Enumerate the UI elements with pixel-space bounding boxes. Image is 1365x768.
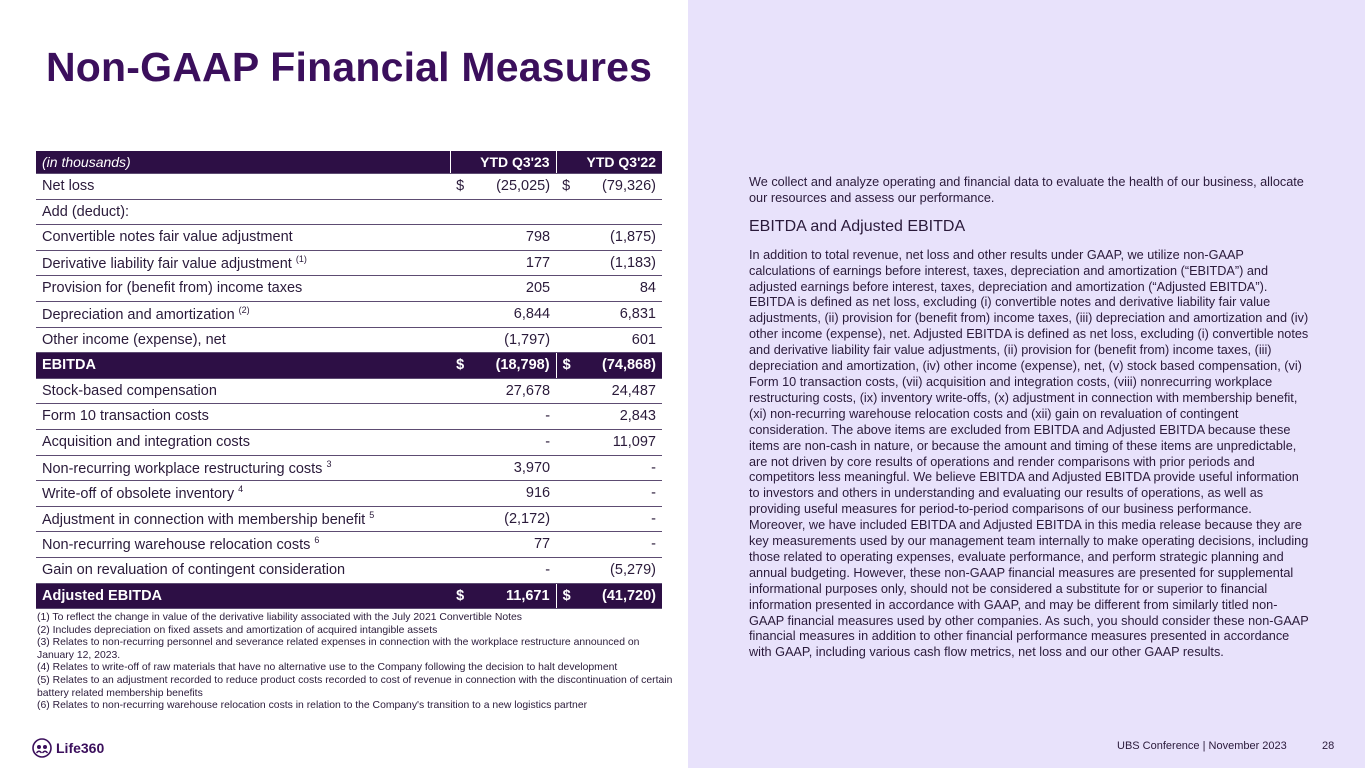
life360-logo-icon xyxy=(32,738,52,758)
footnote-ref: 6 xyxy=(314,535,320,546)
footnote: (5) Relates to an adjustment recorded to reduce product costs recorded to cost of revenue in connection with the discontinuation of certain battery related membership benefits xyxy=(37,674,673,699)
table-row xyxy=(36,557,662,583)
row-value-2 xyxy=(583,429,662,455)
row-label-text: Derivative liability fair value adjustment xyxy=(42,255,292,272)
row-value-1 xyxy=(476,532,556,558)
row-value-2 xyxy=(583,455,662,481)
row-value-1-text: 27,678 xyxy=(505,382,551,399)
row-value-1-text: - xyxy=(545,561,551,578)
row-currency-2 xyxy=(556,506,583,532)
row-value-2 xyxy=(583,174,662,200)
row-value-1 xyxy=(476,225,556,251)
row-currency-2 xyxy=(556,557,583,583)
row-label xyxy=(36,506,450,532)
row-value-1-text: 77 xyxy=(533,536,551,553)
row-value-1-text: (1,797) xyxy=(504,331,551,348)
row-value-2-text: - xyxy=(651,536,656,553)
row-currency-1 xyxy=(450,557,476,583)
row-value-2 xyxy=(583,378,662,404)
row-value-2-text: (5,279) xyxy=(610,561,656,578)
row-value-1 xyxy=(476,276,556,302)
explanation-text xyxy=(749,175,1309,661)
row-value-2-text: 24,487 xyxy=(611,382,656,399)
row-value-2-text: 2,843 xyxy=(619,408,656,425)
row-currency-1 xyxy=(450,583,476,609)
row-currency-1 xyxy=(450,353,476,379)
table-row xyxy=(36,404,662,430)
row-currency-1 xyxy=(450,276,476,302)
table-row xyxy=(36,327,662,353)
row-label xyxy=(36,481,450,507)
footnote-ref: (2) xyxy=(238,305,250,316)
row-value-1 xyxy=(476,353,556,379)
row-currency-1-text: $ xyxy=(456,587,465,604)
row-value-1-text: 11,671 xyxy=(506,587,550,604)
row-value-1 xyxy=(476,506,556,532)
row-value-2-text: - xyxy=(651,485,656,502)
row-currency-2 xyxy=(556,532,583,558)
row-value-1 xyxy=(476,455,556,481)
row-label-text: Non-recurring workplace restructuring costs xyxy=(42,460,323,477)
row-label xyxy=(36,199,450,225)
footnote: (1) To reflect the change in value of the derivative liability associated with the July 2021 Convertible Notes xyxy=(37,612,522,623)
table-total-row xyxy=(36,353,662,379)
page-title: Non-GAAP Financial Measures xyxy=(46,44,653,90)
table-row xyxy=(36,532,662,558)
row-label-text: Depreciation and amortization xyxy=(42,306,235,323)
table-row xyxy=(36,225,662,251)
row-value-1-text: (2,172) xyxy=(504,510,551,527)
row-label-text: Adjustment in connection with membership benefit xyxy=(42,511,366,528)
footer-text: UBS Conference | November 2023 xyxy=(1117,740,1287,752)
row-currency-1 xyxy=(450,429,476,455)
row-value-2-text: 6,831 xyxy=(619,306,656,323)
row-value-1-text: 916 xyxy=(525,485,551,502)
page-number: 28 xyxy=(1322,740,1335,752)
row-currency-2-text: $ xyxy=(562,587,571,604)
table-row xyxy=(36,455,662,481)
row-value-1 xyxy=(476,174,556,200)
row-label-text: Adjusted EBITDA xyxy=(42,587,163,604)
row-value-1 xyxy=(476,557,556,583)
row-label xyxy=(36,276,450,302)
footnote: (2) Includes depreciation on fixed assets and amortization of acquired intangible assets xyxy=(37,624,438,636)
row-currency-2 xyxy=(556,404,583,430)
row-currency-2 xyxy=(556,429,583,455)
row-currency-2 xyxy=(556,353,583,379)
row-value-1 xyxy=(476,583,556,609)
ebitda-heading: EBITDA and Adjusted EBITDA xyxy=(749,217,966,235)
row-value-2 xyxy=(583,557,662,583)
row-currency-1 xyxy=(450,455,476,481)
row-label-text: Other income (expense), net xyxy=(42,331,226,348)
row-currency-2 xyxy=(556,199,583,225)
table-total-row xyxy=(36,583,662,609)
table-row xyxy=(36,481,662,507)
row-label xyxy=(36,174,450,200)
table-row xyxy=(36,250,662,276)
row-value-2-text: 601 xyxy=(631,331,656,348)
row-label-text: Gain on revaluation of contingent consideration xyxy=(42,561,346,578)
row-currency-2 xyxy=(556,250,583,276)
row-value-2 xyxy=(583,301,662,327)
row-value-1-text: 3,970 xyxy=(513,459,551,476)
row-currency-2 xyxy=(556,174,583,200)
footnotes xyxy=(37,612,677,713)
row-currency-1 xyxy=(450,250,476,276)
row-label-text: Convertible notes fair value adjustment xyxy=(42,229,293,246)
row-value-2 xyxy=(583,327,662,353)
row-label xyxy=(36,429,450,455)
row-value-1-text: - xyxy=(545,433,551,450)
row-value-1 xyxy=(476,404,556,430)
row-label-text: Non-recurring warehouse relocation costs xyxy=(42,537,311,554)
row-value-2-text: 84 xyxy=(639,280,656,297)
row-currency-2 xyxy=(556,301,583,327)
row-currency-1-text: $ xyxy=(456,357,465,374)
row-value-1-text: (18,798) xyxy=(495,357,550,374)
row-value-1 xyxy=(476,301,556,327)
row-value-1-text: 177 xyxy=(525,254,551,271)
table-row xyxy=(36,506,662,532)
row-value-1-text: 6,844 xyxy=(513,306,551,323)
row-value-2-text: (74,868) xyxy=(601,357,656,374)
row-value-2 xyxy=(583,404,662,430)
footnote-ref: 3 xyxy=(326,458,332,469)
row-currency-2 xyxy=(556,583,583,609)
row-currency-1-text: $ xyxy=(456,178,465,195)
row-value-2 xyxy=(583,225,662,251)
row-currency-1 xyxy=(450,404,476,430)
row-currency-1 xyxy=(450,378,476,404)
row-value-2 xyxy=(583,353,662,379)
row-value-2-text: (1,875) xyxy=(610,229,656,246)
row-label xyxy=(36,583,450,609)
table-row xyxy=(36,199,662,225)
row-currency-2 xyxy=(556,481,583,507)
row-currency-1 xyxy=(450,199,476,225)
row-currency-1 xyxy=(450,225,476,251)
row-label xyxy=(36,455,450,481)
row-value-2-text: - xyxy=(651,510,656,527)
table-header-units: (in thousands) xyxy=(36,151,450,174)
table-row xyxy=(36,429,662,455)
row-value-2 xyxy=(583,250,662,276)
row-value-1 xyxy=(476,199,556,225)
logo-text: Life360 xyxy=(56,740,105,756)
row-value-2-text: (41,720) xyxy=(601,587,656,604)
footnote-ref: 4 xyxy=(238,484,244,495)
row-label xyxy=(36,225,450,251)
row-label xyxy=(36,301,450,327)
body-paragraph: In addition to total revenue, net loss and other results under GAAP, we utilize non-GAAP calculations of earnings before interest, taxes, depreciation and amortization (“EBITDA”) and adjusted earnings before interest, taxes, depreciation and amortization (“Adjusted EBITDA”). EBITDA is defined as net loss, excluding (i) convertible notes and derivative liability fair value adjustments, (ii) provision for (benefit from) income taxes, (iii) depreciation and amortization and (iv) other income (expense), net. Adjusted EBITDA is defined as net loss, excluding (i) convertible notes and derivative liability fair value adjustments, (ii) provision for (benefit from) income taxes, (iii) depreciation and amortization, (iv) other income (expense), net, (v) stock based compensation, (vi) Form 10 transaction costs, (vii) acquisition and integration costs, (viii) nonrecurring workplace restructuring costs, (ix) inventory write-offs, (x) adjustment in connection with membership benefit, (xi) non-recurring warehouse relocation costs and (xii) gain on revaluation of contingent consideration. The above items are excluded from EBITDA and Adjusted EBITDA because these items are non-cash in nature, or because the amount and timing of these items are unpredictable, are not driven by core results of operations and render comparisons with prior periods and competitors less meaningful. We believe EBITDA and Adjusted EBITDA provide useful information to investors and others in understanding and evaluating our results of operations, as well as providing useful measures for period-to-period comparisons of our business performance. Moreover, we have included EBITDA and Adjusted EBITDA in this media release because they are key measurements used by our management team internally to make operating decisions, including those related to operating expenses, evaluate performance, and perform strategic planning and annual budgeting. However, these non-GAAP financial measures are presented for supplemental informational purposes only, should not be considered a substitute for or superior to financial information presented in accordance with GAAP, and may be different from similarly titled non-GAAP financial measures used by other companies. As such, you should consider these non-GAAP financial measures in addition to other financial performance measures presented in accordance with GAAP, including various cash flow metrics, net loss and our other GAAP results. xyxy=(749,247,1309,660)
row-value-2-text: - xyxy=(651,459,656,476)
row-value-2 xyxy=(583,276,662,302)
company-logo xyxy=(32,738,104,758)
table-header-col2: YTD Q3'22 xyxy=(556,151,662,174)
row-label-text: Provision for (benefit from) income taxes xyxy=(42,280,303,297)
row-label xyxy=(36,557,450,583)
footnote-ref: (1) xyxy=(295,253,307,264)
row-label-text: Add (deduct): xyxy=(42,203,130,220)
row-value-1 xyxy=(476,250,556,276)
row-currency-1 xyxy=(450,327,476,353)
row-label xyxy=(36,404,450,430)
row-currency-2 xyxy=(556,455,583,481)
row-value-2 xyxy=(583,199,662,225)
row-label-text: Stock-based compensation xyxy=(42,382,217,399)
row-label xyxy=(36,250,450,276)
table-header-row xyxy=(36,151,662,174)
footnote-ref: 5 xyxy=(369,509,375,520)
row-label-text: Form 10 transaction costs xyxy=(42,408,209,425)
table-body xyxy=(36,174,662,609)
row-value-1-text: 798 xyxy=(525,229,551,246)
row-currency-1 xyxy=(450,301,476,327)
row-currency-2 xyxy=(556,276,583,302)
row-currency-1 xyxy=(450,481,476,507)
row-label-text: Acquisition and integration costs xyxy=(42,433,250,450)
financial-table xyxy=(36,151,662,609)
table-row xyxy=(36,378,662,404)
row-label-text: Net loss xyxy=(42,178,95,195)
footnote: (4) Relates to write-off of raw materials that have no alternative use to the Company following the decision to halt development xyxy=(37,662,618,674)
row-label-text: Write-off of obsolete inventory xyxy=(42,486,235,503)
row-label-text: EBITDA xyxy=(42,357,96,374)
row-value-2-text: (1,183) xyxy=(610,254,656,271)
table-row xyxy=(36,301,662,327)
row-currency-2-text: $ xyxy=(562,357,571,374)
row-currency-2-text: $ xyxy=(562,178,571,195)
row-value-2 xyxy=(583,506,662,532)
footnote: (6) Relates to non-recurring warehouse relocation costs in relation to the Company's transition to a new logistics partner xyxy=(37,700,588,712)
row-label xyxy=(36,378,450,404)
row-label xyxy=(36,532,450,558)
row-currency-1 xyxy=(450,506,476,532)
row-currency-2 xyxy=(556,378,583,404)
row-currency-1 xyxy=(450,532,476,558)
row-label xyxy=(36,327,450,353)
row-value-1 xyxy=(476,327,556,353)
table-row xyxy=(36,276,662,302)
row-value-1-text: - xyxy=(545,408,551,425)
row-value-1 xyxy=(476,429,556,455)
row-value-2-text: 11,097 xyxy=(612,433,656,450)
row-value-1-text: (25,025) xyxy=(496,178,551,195)
row-value-2 xyxy=(583,583,662,609)
table-row xyxy=(36,174,662,200)
row-value-1-text: 205 xyxy=(525,280,551,297)
footnote: (3) Relates to non-recurring personnel and severance related expenses in connection with the workplace restructure announced on January 12, 2023. xyxy=(37,637,640,661)
row-value-2 xyxy=(583,532,662,558)
row-value-1 xyxy=(476,378,556,404)
row-value-2 xyxy=(583,481,662,507)
row-value-2-text: (79,326) xyxy=(601,178,656,195)
intro-paragraph: We collect and analyze operating and financial data to evaluate the health of our business, allocate our resources and assess our performance. xyxy=(749,175,1304,205)
row-currency-2 xyxy=(556,327,583,353)
row-value-1 xyxy=(476,481,556,507)
table-header-col1: YTD Q3'23 xyxy=(450,151,556,174)
row-currency-2 xyxy=(556,225,583,251)
row-label xyxy=(36,353,450,379)
row-currency-1 xyxy=(450,174,476,200)
